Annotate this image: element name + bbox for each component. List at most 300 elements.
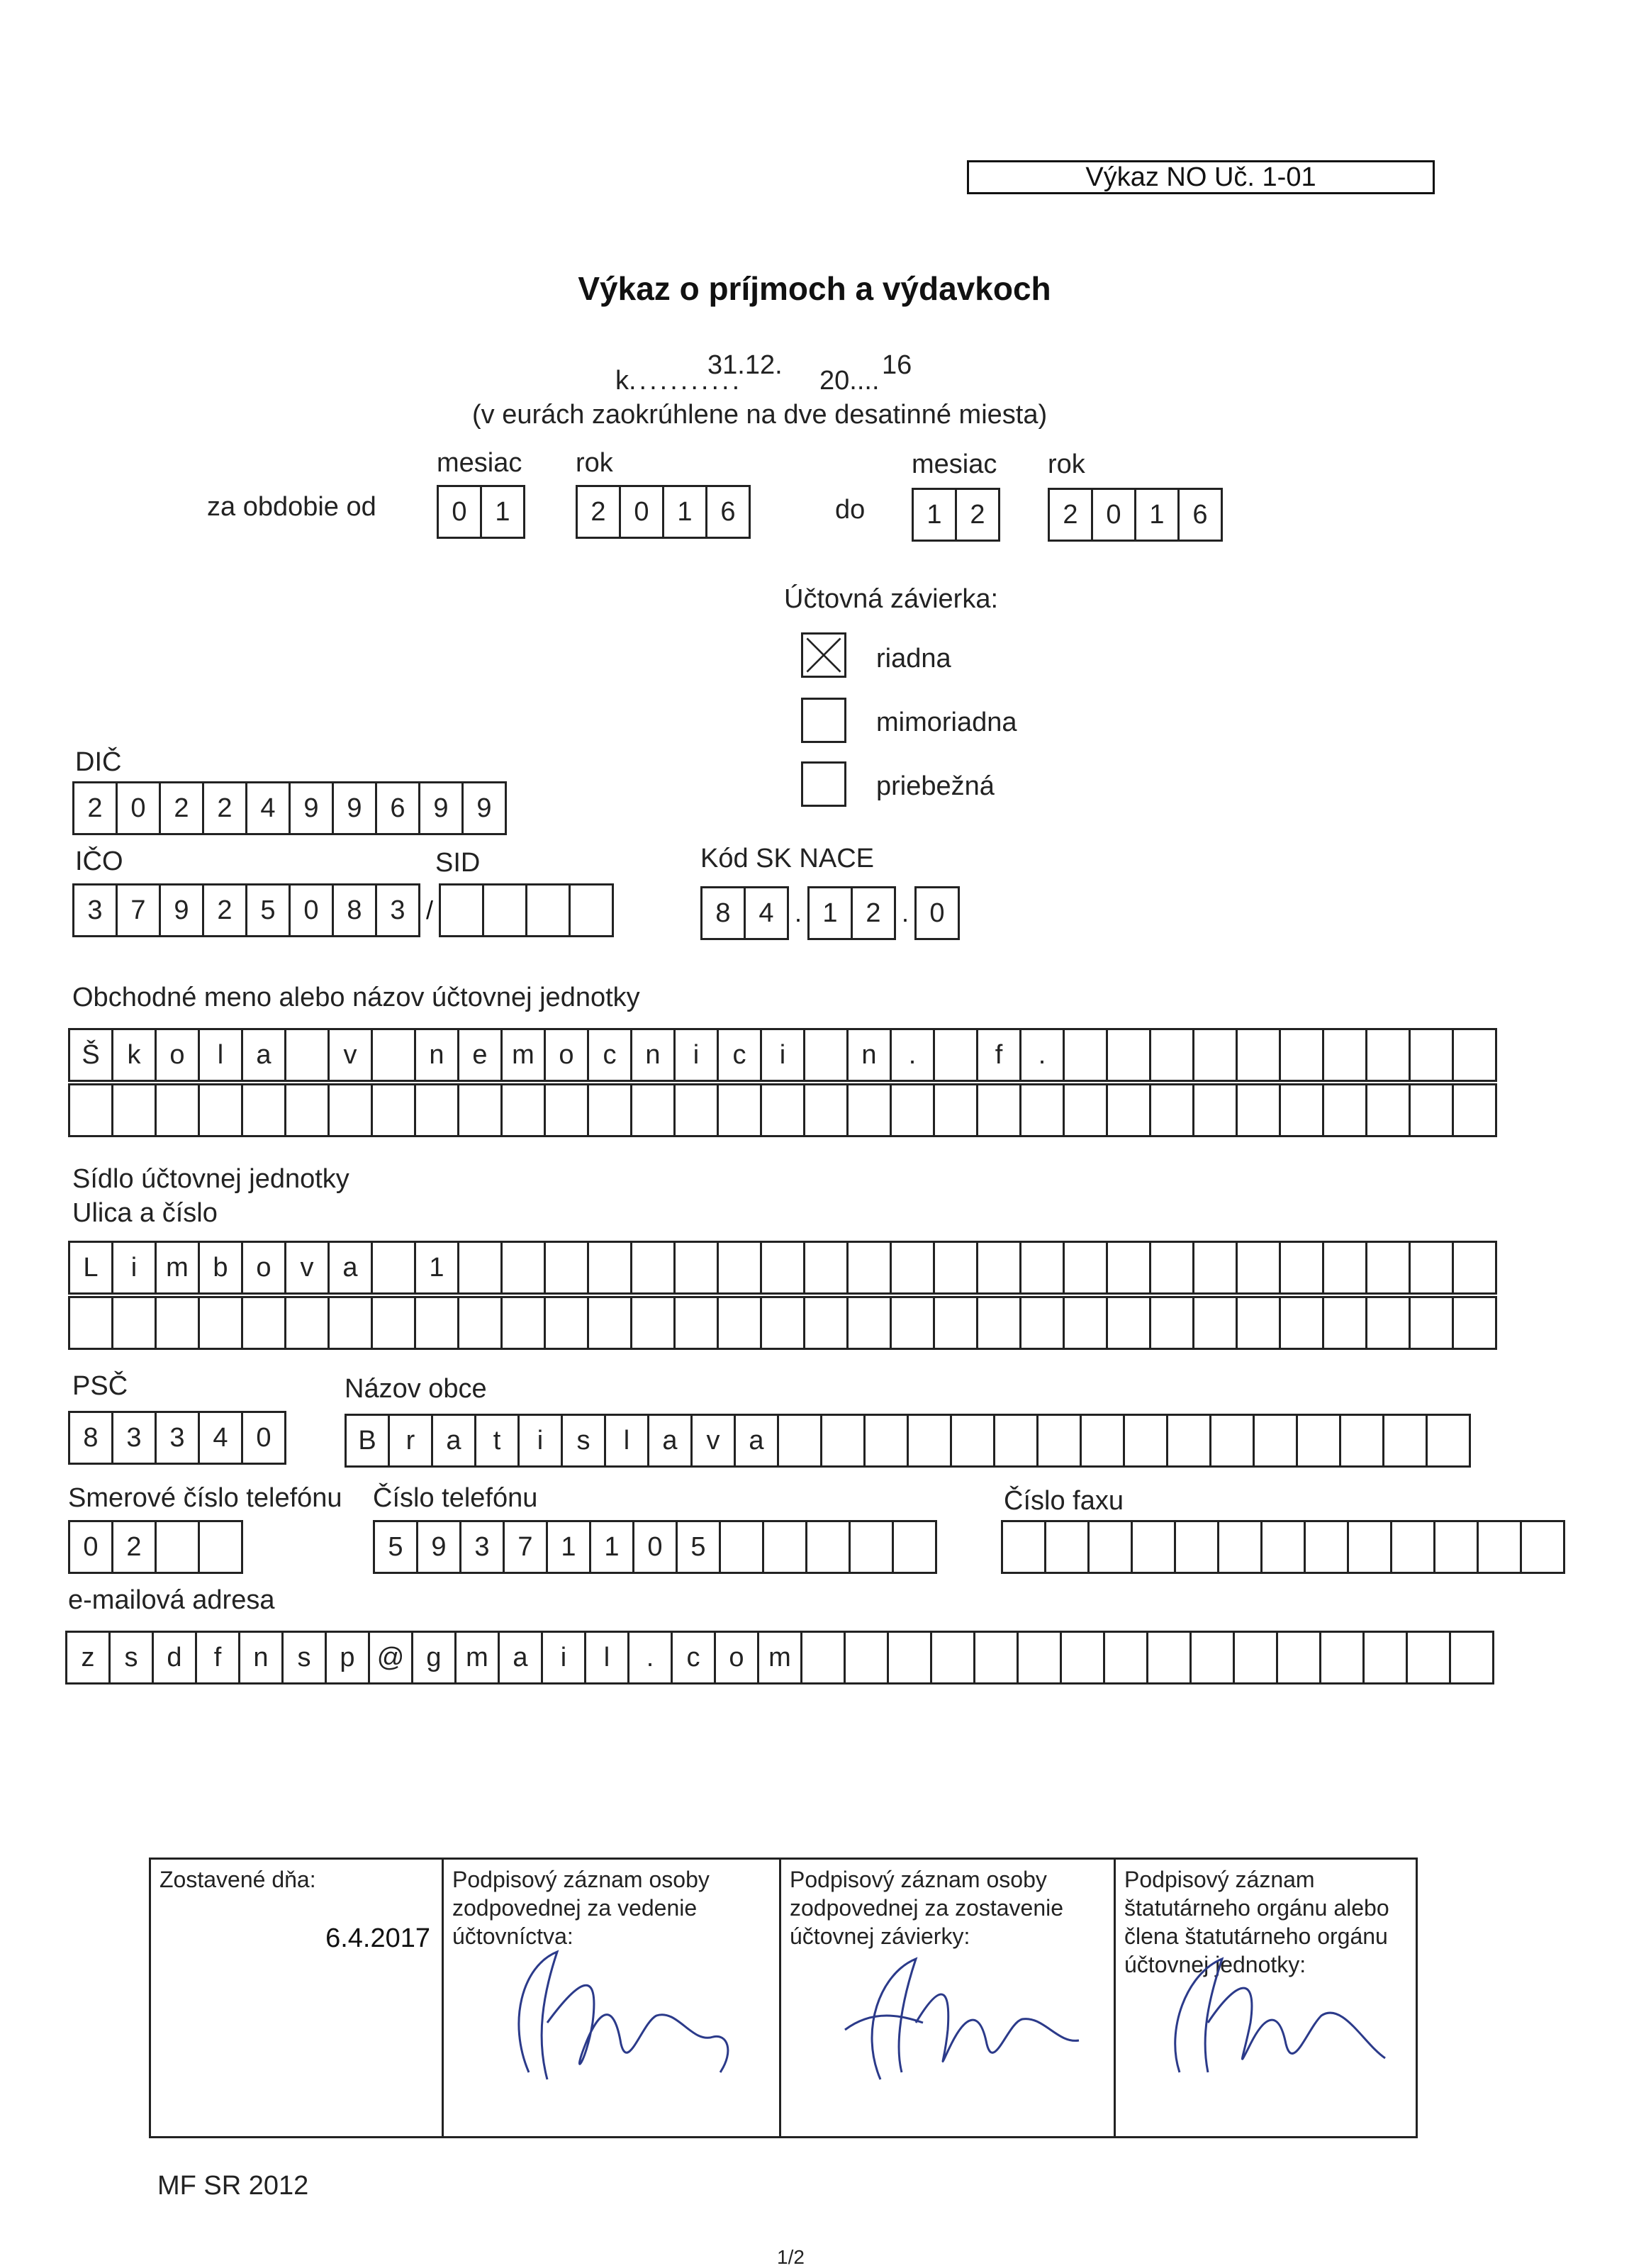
char-cell[interactable]: 2 xyxy=(955,488,1000,542)
char-cell[interactable]: @ xyxy=(368,1631,413,1685)
char-cell[interactable] xyxy=(800,1631,846,1685)
char-cell[interactable]: 2 xyxy=(202,781,247,835)
char-cell[interactable]: 1 xyxy=(480,485,525,539)
char-cell[interactable] xyxy=(68,1296,113,1350)
char-cell[interactable]: 3 xyxy=(72,883,118,937)
char-cell[interactable] xyxy=(1019,1296,1065,1350)
char-cell[interactable] xyxy=(544,1083,589,1137)
char-cell[interactable] xyxy=(155,1296,200,1350)
closing-extraordinary-checkbox[interactable] xyxy=(801,698,846,743)
char-cell[interactable] xyxy=(414,1083,459,1137)
char-cell[interactable]: b xyxy=(198,1241,243,1295)
char-cell[interactable]: L xyxy=(68,1241,113,1295)
char-cell[interactable] xyxy=(976,1296,1021,1350)
nace-part1[interactable] xyxy=(700,886,789,940)
char-cell[interactable] xyxy=(1019,1241,1065,1295)
char-cell[interactable] xyxy=(805,1520,851,1574)
char-cell[interactable]: . xyxy=(627,1631,673,1685)
signature-table xyxy=(149,1858,1418,2138)
char-cell[interactable] xyxy=(673,1083,719,1137)
char-cell[interactable] xyxy=(933,1241,978,1295)
char-cell[interactable]: i xyxy=(541,1631,586,1685)
char-cell[interactable] xyxy=(973,1631,1019,1685)
char-cell[interactable] xyxy=(457,1241,503,1295)
char-cell[interactable] xyxy=(587,1083,632,1137)
char-cell[interactable] xyxy=(803,1083,849,1137)
char-cell[interactable] xyxy=(1279,1241,1324,1295)
char-cell[interactable] xyxy=(892,1520,937,1574)
char-cell[interactable]: s xyxy=(108,1631,154,1685)
char-cell[interactable]: r xyxy=(388,1414,433,1468)
char-cell[interactable] xyxy=(630,1296,676,1350)
char-cell[interactable] xyxy=(887,1631,932,1685)
ico-digits[interactable] xyxy=(72,883,420,937)
char-cell[interactable]: 3 xyxy=(375,883,420,937)
char-cell[interactable] xyxy=(1426,1414,1471,1468)
char-cell[interactable] xyxy=(1131,1520,1176,1574)
char-cell[interactable] xyxy=(198,1296,243,1350)
char-cell[interactable] xyxy=(371,1028,416,1082)
char-cell[interactable]: 0 xyxy=(241,1411,286,1465)
char-cell[interactable] xyxy=(1365,1083,1411,1137)
char-cell[interactable]: m xyxy=(454,1631,500,1685)
char-cell[interactable] xyxy=(1362,1631,1408,1685)
char-cell[interactable] xyxy=(1106,1296,1151,1350)
char-cell[interactable] xyxy=(482,883,527,937)
char-cell[interactable] xyxy=(500,1296,546,1350)
char-cell[interactable] xyxy=(1477,1520,1522,1574)
char-cell[interactable] xyxy=(1319,1631,1365,1685)
char-cell[interactable] xyxy=(933,1296,978,1350)
char-cell[interactable] xyxy=(1149,1028,1194,1082)
char-cell[interactable] xyxy=(328,1296,373,1350)
char-cell[interactable]: v xyxy=(284,1241,330,1295)
char-cell[interactable]: 9 xyxy=(159,883,204,937)
char-cell[interactable]: s xyxy=(561,1414,606,1468)
from-year-field[interactable] xyxy=(576,485,751,539)
char-cell[interactable] xyxy=(950,1414,995,1468)
char-cell[interactable]: a xyxy=(328,1241,373,1295)
char-cell[interactable] xyxy=(762,1520,807,1574)
char-cell[interactable] xyxy=(890,1241,935,1295)
char-cell[interactable]: 4 xyxy=(744,886,789,940)
char-cell[interactable] xyxy=(1017,1631,1062,1685)
char-cell[interactable] xyxy=(587,1296,632,1350)
char-cell[interactable]: i xyxy=(673,1028,719,1082)
char-cell[interactable]: o xyxy=(155,1028,200,1082)
char-cell[interactable] xyxy=(1233,1631,1278,1685)
char-cell[interactable]: 0 xyxy=(1091,488,1136,542)
char-cell[interactable]: o xyxy=(714,1631,759,1685)
char-cell[interactable] xyxy=(1192,1028,1238,1082)
char-cell[interactable]: 2 xyxy=(72,781,118,835)
char-cell[interactable] xyxy=(1236,1028,1281,1082)
char-cell[interactable] xyxy=(1063,1241,1108,1295)
ico-field xyxy=(72,883,614,937)
char-cell[interactable] xyxy=(1192,1083,1238,1137)
dic-field[interactable] xyxy=(72,781,507,835)
char-cell[interactable] xyxy=(1322,1296,1367,1350)
char-cell[interactable]: 0 xyxy=(116,781,161,835)
char-cell[interactable] xyxy=(1279,1028,1324,1082)
char-cell[interactable]: a xyxy=(241,1028,286,1082)
char-cell[interactable]: 8 xyxy=(700,886,746,940)
to-year-field[interactable] xyxy=(1048,488,1223,542)
char-cell[interactable] xyxy=(198,1520,243,1574)
char-cell[interactable] xyxy=(68,1083,113,1137)
char-cell[interactable] xyxy=(1279,1083,1324,1137)
char-cell[interactable] xyxy=(803,1296,849,1350)
char-cell[interactable] xyxy=(1365,1241,1411,1295)
char-cell[interactable] xyxy=(846,1296,892,1350)
char-cell[interactable] xyxy=(1060,1631,1105,1685)
char-cell[interactable]: B xyxy=(345,1414,390,1468)
char-cell[interactable]: Š xyxy=(68,1028,113,1082)
char-cell[interactable] xyxy=(777,1414,822,1468)
char-cell[interactable] xyxy=(1209,1414,1255,1468)
nace-part3[interactable] xyxy=(914,886,960,940)
char-cell[interactable] xyxy=(630,1241,676,1295)
char-cell[interactable] xyxy=(500,1083,546,1137)
char-cell[interactable]: 9 xyxy=(461,781,507,835)
char-cell[interactable] xyxy=(930,1631,975,1685)
char-cell[interactable] xyxy=(1106,1241,1151,1295)
char-cell[interactable]: 0 xyxy=(437,485,482,539)
char-cell[interactable] xyxy=(1103,1631,1148,1685)
char-cell[interactable]: 4 xyxy=(245,781,291,835)
char-cell[interactable] xyxy=(673,1241,719,1295)
char-cell[interactable] xyxy=(1174,1520,1219,1574)
char-cell[interactable] xyxy=(328,1083,373,1137)
char-cell[interactable]: 0 xyxy=(914,886,960,940)
char-cell[interactable]: o xyxy=(544,1028,589,1082)
char-cell[interactable]: o xyxy=(241,1241,286,1295)
char-cell[interactable]: f xyxy=(195,1631,240,1685)
char-cell[interactable] xyxy=(155,1083,200,1137)
char-cell[interactable] xyxy=(993,1414,1039,1468)
char-cell[interactable] xyxy=(1036,1414,1082,1468)
char-cell[interactable]: 0 xyxy=(619,485,664,539)
char-cell[interactable]: v xyxy=(328,1028,373,1082)
char-cell[interactable] xyxy=(1382,1414,1428,1468)
char-cell[interactable] xyxy=(1365,1296,1411,1350)
char-cell[interactable]: . xyxy=(1019,1028,1065,1082)
char-cell[interactable] xyxy=(1063,1083,1108,1137)
signature-1-icon xyxy=(479,1938,763,2094)
char-cell[interactable] xyxy=(846,1241,892,1295)
street-row-2[interactable] xyxy=(68,1296,1497,1350)
char-cell[interactable] xyxy=(673,1296,719,1350)
char-cell[interactable]: s xyxy=(281,1631,327,1685)
char-cell[interactable]: k xyxy=(111,1028,157,1082)
char-cell[interactable]: i xyxy=(111,1241,157,1295)
char-cell[interactable] xyxy=(1276,1631,1321,1685)
char-cell[interactable]: a xyxy=(498,1631,543,1685)
sid-field[interactable] xyxy=(439,883,614,937)
char-cell[interactable] xyxy=(414,1296,459,1350)
char-cell[interactable] xyxy=(719,1520,764,1574)
char-cell[interactable] xyxy=(760,1083,805,1137)
accounting-signature-cell xyxy=(442,1860,779,2136)
char-cell[interactable] xyxy=(544,1296,589,1350)
char-cell[interactable] xyxy=(457,1083,503,1137)
char-cell[interactable]: 6 xyxy=(705,485,751,539)
char-cell[interactable]: n xyxy=(238,1631,284,1685)
char-cell[interactable]: 1 xyxy=(546,1520,591,1574)
char-cell[interactable]: l xyxy=(604,1414,649,1468)
char-cell[interactable]: v xyxy=(690,1414,736,1468)
char-cell[interactable]: 0 xyxy=(289,883,334,937)
char-cell[interactable] xyxy=(1080,1414,1125,1468)
char-cell[interactable]: n xyxy=(414,1028,459,1082)
char-cell[interactable] xyxy=(1001,1520,1046,1574)
char-cell[interactable] xyxy=(890,1083,935,1137)
to-month-field[interactable] xyxy=(912,488,1000,542)
char-cell[interactable] xyxy=(439,883,484,937)
char-cell[interactable] xyxy=(863,1414,909,1468)
char-cell[interactable]: 6 xyxy=(1177,488,1223,542)
closing-interim-checkbox[interactable] xyxy=(801,761,846,807)
char-cell[interactable]: c xyxy=(717,1028,762,1082)
char-cell[interactable] xyxy=(371,1083,416,1137)
char-cell[interactable]: 5 xyxy=(373,1520,418,1574)
char-cell[interactable] xyxy=(976,1083,1021,1137)
char-cell[interactable]: 1 xyxy=(807,886,853,940)
char-cell[interactable] xyxy=(1189,1631,1235,1685)
char-cell[interactable] xyxy=(371,1296,416,1350)
char-cell[interactable] xyxy=(1019,1083,1065,1137)
char-cell[interactable] xyxy=(1322,1083,1367,1137)
char-cell[interactable]: c xyxy=(587,1028,632,1082)
char-cell[interactable] xyxy=(1236,1241,1281,1295)
char-cell[interactable] xyxy=(1365,1028,1411,1082)
phone-field[interactable] xyxy=(373,1520,937,1574)
char-cell[interactable]: 2 xyxy=(111,1520,157,1574)
char-cell[interactable] xyxy=(1106,1083,1151,1137)
page-number: 1/2 xyxy=(777,2246,805,2268)
char-cell[interactable]: m xyxy=(757,1631,802,1685)
char-cell[interactable] xyxy=(1192,1296,1238,1350)
closing-label: Účtovná závierka: xyxy=(784,584,999,614)
char-cell[interactable]: 2 xyxy=(202,883,247,937)
char-cell[interactable] xyxy=(284,1028,330,1082)
char-cell[interactable] xyxy=(907,1414,952,1468)
name-row-2[interactable] xyxy=(68,1083,1497,1137)
char-cell[interactable] xyxy=(1304,1520,1349,1574)
char-cell[interactable] xyxy=(846,1083,892,1137)
char-cell[interactable]: 8 xyxy=(332,883,377,937)
char-cell[interactable] xyxy=(111,1083,157,1137)
char-cell[interactable] xyxy=(717,1241,762,1295)
fax-field[interactable] xyxy=(1001,1520,1565,1574)
char-cell[interactable] xyxy=(1322,1028,1367,1082)
char-cell[interactable] xyxy=(890,1296,935,1350)
char-cell[interactable]: 2 xyxy=(851,886,896,940)
char-cell[interactable]: 7 xyxy=(116,883,161,937)
char-cell[interactable]: m xyxy=(500,1028,546,1082)
char-cell[interactable] xyxy=(1063,1028,1108,1082)
char-cell[interactable]: a xyxy=(431,1414,476,1468)
char-cell[interactable] xyxy=(1260,1520,1306,1574)
char-cell[interactable] xyxy=(1149,1296,1194,1350)
char-cell[interactable] xyxy=(717,1296,762,1350)
char-cell[interactable] xyxy=(630,1083,676,1137)
char-cell[interactable] xyxy=(1296,1414,1341,1468)
char-cell[interactable] xyxy=(1347,1520,1392,1574)
char-cell[interactable] xyxy=(1452,1241,1497,1295)
closing-extraordinary-label: mimoriadna xyxy=(876,708,1017,737)
char-cell[interactable] xyxy=(1149,1241,1194,1295)
char-cell[interactable]: f xyxy=(976,1028,1021,1082)
char-cell[interactable]: i xyxy=(517,1414,563,1468)
char-cell[interactable]: 9 xyxy=(416,1520,461,1574)
char-cell[interactable] xyxy=(1452,1296,1497,1350)
char-cell[interactable] xyxy=(371,1241,416,1295)
char-cell[interactable]: 1 xyxy=(589,1520,634,1574)
char-cell[interactable]: 3 xyxy=(459,1520,505,1574)
char-cell[interactable] xyxy=(820,1414,866,1468)
char-cell[interactable]: 3 xyxy=(155,1411,200,1465)
char-cell[interactable] xyxy=(1192,1241,1238,1295)
char-cell[interactable] xyxy=(1044,1520,1090,1574)
char-cell[interactable] xyxy=(849,1520,894,1574)
char-cell[interactable] xyxy=(1063,1296,1108,1350)
char-cell[interactable] xyxy=(844,1631,889,1685)
char-cell[interactable] xyxy=(803,1241,849,1295)
psc-field[interactable] xyxy=(68,1411,286,1465)
char-cell[interactable] xyxy=(1217,1520,1263,1574)
from-month-label: mesiac xyxy=(437,448,522,478)
char-cell[interactable] xyxy=(1236,1083,1281,1137)
char-cell[interactable]: 2 xyxy=(1048,488,1093,542)
char-cell[interactable]: 0 xyxy=(632,1520,678,1574)
char-cell[interactable]: p xyxy=(325,1631,370,1685)
char-cell[interactable] xyxy=(760,1296,805,1350)
char-cell[interactable]: 8 xyxy=(68,1411,113,1465)
char-cell[interactable]: l xyxy=(584,1631,629,1685)
char-cell[interactable]: c xyxy=(671,1631,716,1685)
char-cell[interactable] xyxy=(1452,1083,1497,1137)
char-cell[interactable] xyxy=(1279,1296,1324,1350)
char-cell[interactable] xyxy=(933,1028,978,1082)
city-field[interactable] xyxy=(345,1414,1471,1468)
char-cell[interactable] xyxy=(284,1296,330,1350)
char-cell[interactable] xyxy=(1409,1028,1454,1082)
char-cell[interactable]: 2 xyxy=(159,781,204,835)
char-cell[interactable] xyxy=(1106,1028,1151,1082)
char-cell[interactable] xyxy=(1452,1028,1497,1082)
char-cell[interactable] xyxy=(284,1083,330,1137)
char-cell[interactable]: 4 xyxy=(198,1411,243,1465)
char-cell[interactable]: 9 xyxy=(289,781,334,835)
char-cell[interactable]: 2 xyxy=(576,485,621,539)
char-cell[interactable]: 7 xyxy=(503,1520,548,1574)
closing-regular-checkbox[interactable] xyxy=(801,632,846,678)
from-month-field[interactable] xyxy=(437,485,525,539)
char-cell[interactable] xyxy=(760,1241,805,1295)
char-cell[interactable] xyxy=(1236,1296,1281,1350)
char-cell[interactable]: 3 xyxy=(111,1411,157,1465)
char-cell[interactable]: 0 xyxy=(68,1520,113,1574)
char-cell[interactable] xyxy=(525,883,571,937)
email-field[interactable] xyxy=(65,1631,1494,1685)
char-cell[interactable] xyxy=(1087,1520,1133,1574)
char-cell[interactable]: t xyxy=(474,1414,520,1468)
char-cell[interactable]: 1 xyxy=(1134,488,1180,542)
char-cell[interactable]: a xyxy=(647,1414,693,1468)
char-cell[interactable] xyxy=(1322,1241,1367,1295)
char-cell[interactable]: . xyxy=(890,1028,935,1082)
char-cell[interactable] xyxy=(1339,1414,1384,1468)
char-cell[interactable]: i xyxy=(760,1028,805,1082)
char-cell[interactable] xyxy=(457,1296,503,1350)
char-cell[interactable]: 9 xyxy=(332,781,377,835)
char-cell[interactable]: l xyxy=(198,1028,243,1082)
char-cell[interactable]: d xyxy=(152,1631,197,1685)
char-cell[interactable] xyxy=(1149,1083,1194,1137)
char-cell[interactable] xyxy=(111,1296,157,1350)
char-cell[interactable]: m xyxy=(155,1241,200,1295)
char-cell[interactable] xyxy=(1390,1520,1435,1574)
char-cell[interactable] xyxy=(717,1083,762,1137)
char-cell[interactable] xyxy=(1520,1520,1565,1574)
char-cell[interactable]: a xyxy=(734,1414,779,1468)
char-cell[interactable] xyxy=(1433,1520,1479,1574)
char-cell[interactable] xyxy=(1146,1631,1192,1685)
char-cell[interactable]: 1 xyxy=(414,1241,459,1295)
char-cell[interactable] xyxy=(500,1241,546,1295)
char-cell[interactable] xyxy=(933,1083,978,1137)
char-cell[interactable] xyxy=(1409,1296,1454,1350)
nace-part2[interactable] xyxy=(807,886,896,940)
char-cell[interactable]: 6 xyxy=(375,781,420,835)
char-cell[interactable]: 5 xyxy=(676,1520,721,1574)
char-cell[interactable] xyxy=(544,1241,589,1295)
char-cell[interactable] xyxy=(241,1296,286,1350)
street-row-1[interactable] xyxy=(68,1241,1497,1295)
char-cell[interactable]: z xyxy=(65,1631,111,1685)
char-cell[interactable] xyxy=(1253,1414,1298,1468)
psc-label: PSČ xyxy=(72,1371,128,1401)
char-cell[interactable] xyxy=(569,883,614,937)
char-cell[interactable] xyxy=(587,1241,632,1295)
char-cell[interactable]: n xyxy=(630,1028,676,1082)
char-cell[interactable]: e xyxy=(457,1028,503,1082)
char-cell[interactable] xyxy=(1406,1631,1451,1685)
char-cell[interactable] xyxy=(241,1083,286,1137)
date-year-prefix: 20.... xyxy=(819,366,880,396)
char-cell[interactable]: 1 xyxy=(662,485,707,539)
char-cell[interactable] xyxy=(1409,1241,1454,1295)
char-cell[interactable]: n xyxy=(846,1028,892,1082)
char-cell[interactable] xyxy=(1123,1414,1168,1468)
char-cell[interactable]: 1 xyxy=(912,488,957,542)
char-cell[interactable] xyxy=(803,1028,849,1082)
area-code-field[interactable] xyxy=(68,1520,243,1574)
char-cell[interactable]: 5 xyxy=(245,883,291,937)
char-cell[interactable] xyxy=(976,1241,1021,1295)
char-cell[interactable] xyxy=(1166,1414,1211,1468)
name-row-1[interactable] xyxy=(68,1028,1497,1082)
period-from-label: za obdobie od xyxy=(207,492,376,522)
char-cell[interactable] xyxy=(155,1520,200,1574)
char-cell[interactable] xyxy=(198,1083,243,1137)
date-k-label: k........... xyxy=(615,366,743,396)
char-cell[interactable]: g xyxy=(411,1631,457,1685)
char-cell[interactable]: 9 xyxy=(418,781,464,835)
char-cell[interactable] xyxy=(1409,1083,1454,1137)
char-cell[interactable] xyxy=(1449,1631,1494,1685)
